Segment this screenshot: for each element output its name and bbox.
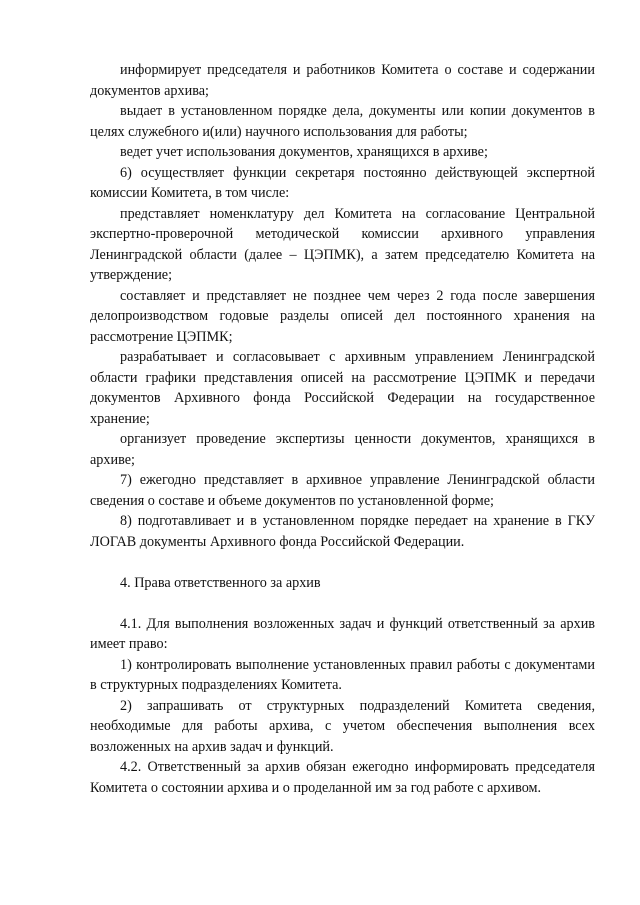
spacer [90,593,595,614]
section-heading: 4. Права ответственного за архив [120,574,321,591]
document-body [90,60,595,798]
paragraph-usage-accounting: ведет учет использования документов, хранящихся в архиве; [120,144,488,160]
paragraph-duty-inform: 4.2. Ответственный за архив обязан ежегодно информировать председателя Комитета о состоянии архива и о проделанной им за год работе с архивом. [90,759,595,796]
paragraph-right-request: 2) запрашивать от структурных подразделений Комитета сведения, необходимые для работы архива, с учетом обеспечения выполнения всех возложенных на архив задач и функций. [90,697,595,755]
paragraph-nomenclature: представляет номенклатуру дел Комитета на согласование Центральной экспертно-проверочной методической комиссии архивного управления Ленинградской области (далее – ЦЭПМК), а затем председателю Комитета на утверждение; [90,205,595,283]
paragraph-annual-inventories: составляет и представляет не позднее чем через 2 года после завершения делопроизводством годовые разделы описей дел постоянного хранения на рассмотрение ЦЭПМК; [90,287,595,345]
paragraph-value-examination: организует проведение экспертизы ценности документов, хранящихся в архиве; [90,431,595,468]
spacer [90,552,595,573]
paragraph-secretary-functions: 6) осуществляет функции секретаря постоянно действующей экспертной комиссии Комитета, в том числе: [90,164,595,201]
paragraph-transfer-storage: 8) подготавливает и в установленном порядке передает на хранение в ГКУ ЛОГАВ документы Архивного фонда Российской Федерации. [90,513,595,550]
paragraph-annual-report: 7) ежегодно представляет в архивное управление Ленинградской области сведения о составе и объеме документов по установленной форме; [90,472,595,509]
paragraph-rights-intro: 4.1. Для выполнения возложенных задач и функций ответственный за архив имеет право: [90,615,595,652]
paragraph-issue-documents: выдает в установленном порядке дела, документы или копии документов в целях служебного и(или) научного использования для работы; [90,103,595,140]
paragraph-schedules: разрабатывает и согласовывает с архивным управлением Ленинградской области графики представления описей на рассмотрение ЦЭПМК и передачи документов Архивного фонда Российской Федерации на государственное хранение; [90,349,595,427]
paragraph-inform-chairman: информирует председателя и работников Комитета о составе и содержании документов архива; [90,62,595,99]
paragraph-right-control: 1) контролировать выполнение установленных правил работы с документами в структурных подразделениях Комитета. [90,656,595,693]
